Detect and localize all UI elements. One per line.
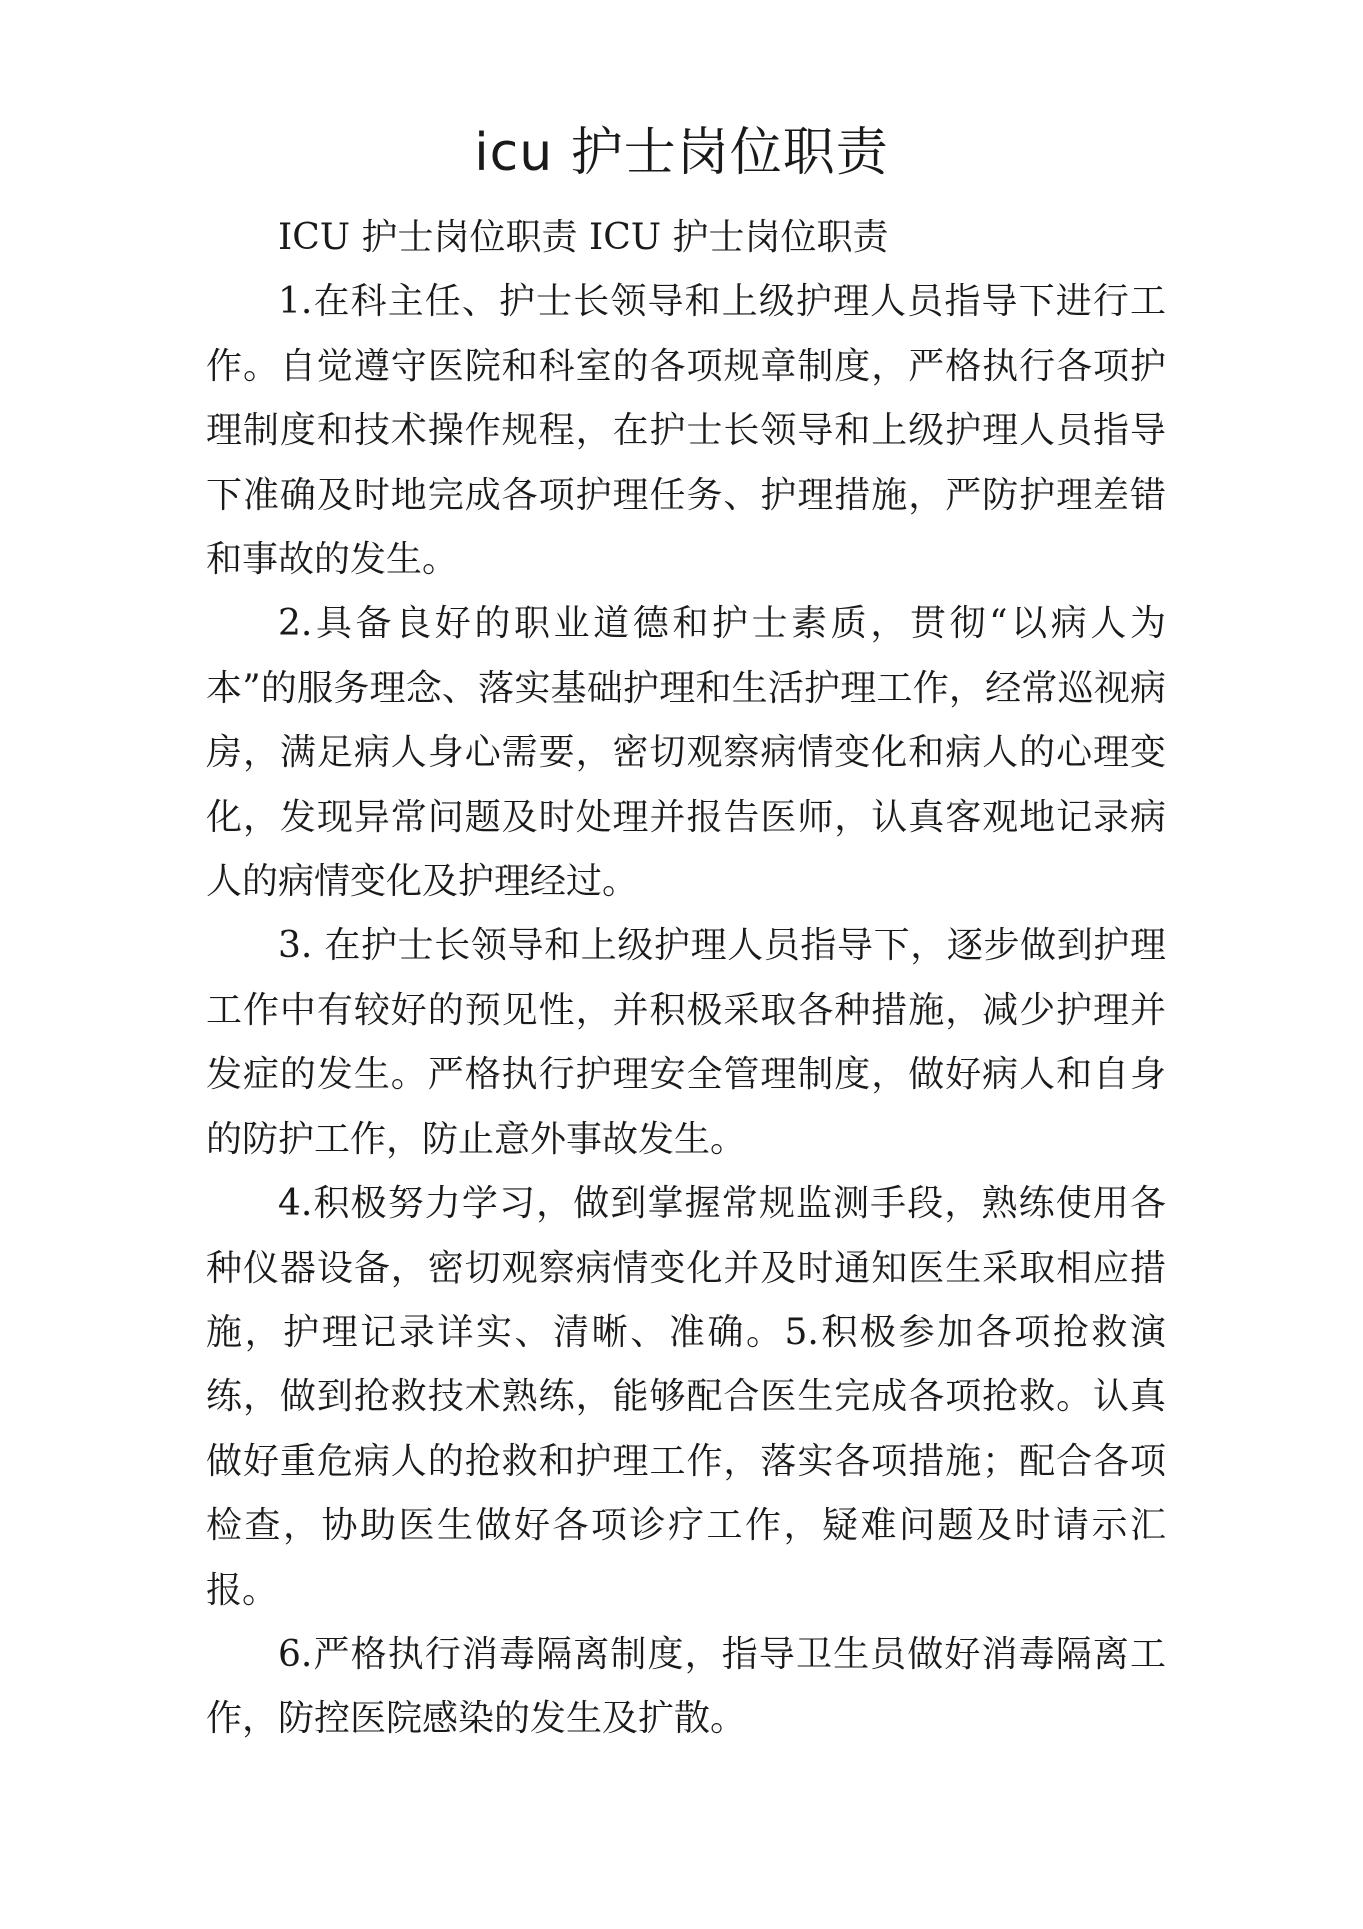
duty-paragraph-1: 1.在科主任、护士长领导和上级护理人员指导下进行工作。自觉遵守医院和科室的各项规章制度，严格执行各项护理制度和技术操作规程，在护士长领导和上级护理人员指导下准确及时地完成各项护理任务、护理措施，严防护理差错和事故的发生。	[206, 281, 1166, 581]
duty-paragraph-6: 6.严格执行消毒隔离制度，指导卫生员做好消毒隔离工作，防控医院感染的发生及扩散。	[206, 1633, 1166, 1740]
document-title: icu 护士岗位职责	[474, 123, 889, 183]
duty-paragraph-2: 2.具备良好的职业道德和护士素质，贯彻“以病人为本”的服务理念、落实基础护理和生活护理工作，经常巡视病房，满足病人身心需要，密切观察病情变化和病人的心理变化，发现异常问题及时处理并报告医师，认真客观地记录病人的病情变化及护理经过。	[206, 603, 1166, 903]
document-subtitle: ICU 护士岗位职责 ICU 护士岗位职责	[278, 217, 889, 258]
duty-paragraph-4: 4.积极努力学习，做到掌握常规监测手段，熟练使用各种仪器设备，密切观察病情变化并及时通知医生采取相应措施，护理记录详实、清晰、准确。5.积极参加各项抢救演练，做到抢救技术熟练，能够配合医生完成各项抢救。认真做好重危病人的抢救和护理工作，落实各项措施；配合各项检查，协助医生做好各项诊疗工作，疑难问题及时请示汇报。	[206, 1183, 1166, 1611]
document-body	[206, 206, 1166, 1752]
duty-paragraph-3: 3. 在护士长领导和上级护理人员指导下，逐步做到护理工作中有较好的预见性，并积极采取各种措施，减少护理并发症的发生。严格执行护理安全管理制度，做好病人和自身的防护工作，防止意外事故发生。	[206, 925, 1166, 1160]
